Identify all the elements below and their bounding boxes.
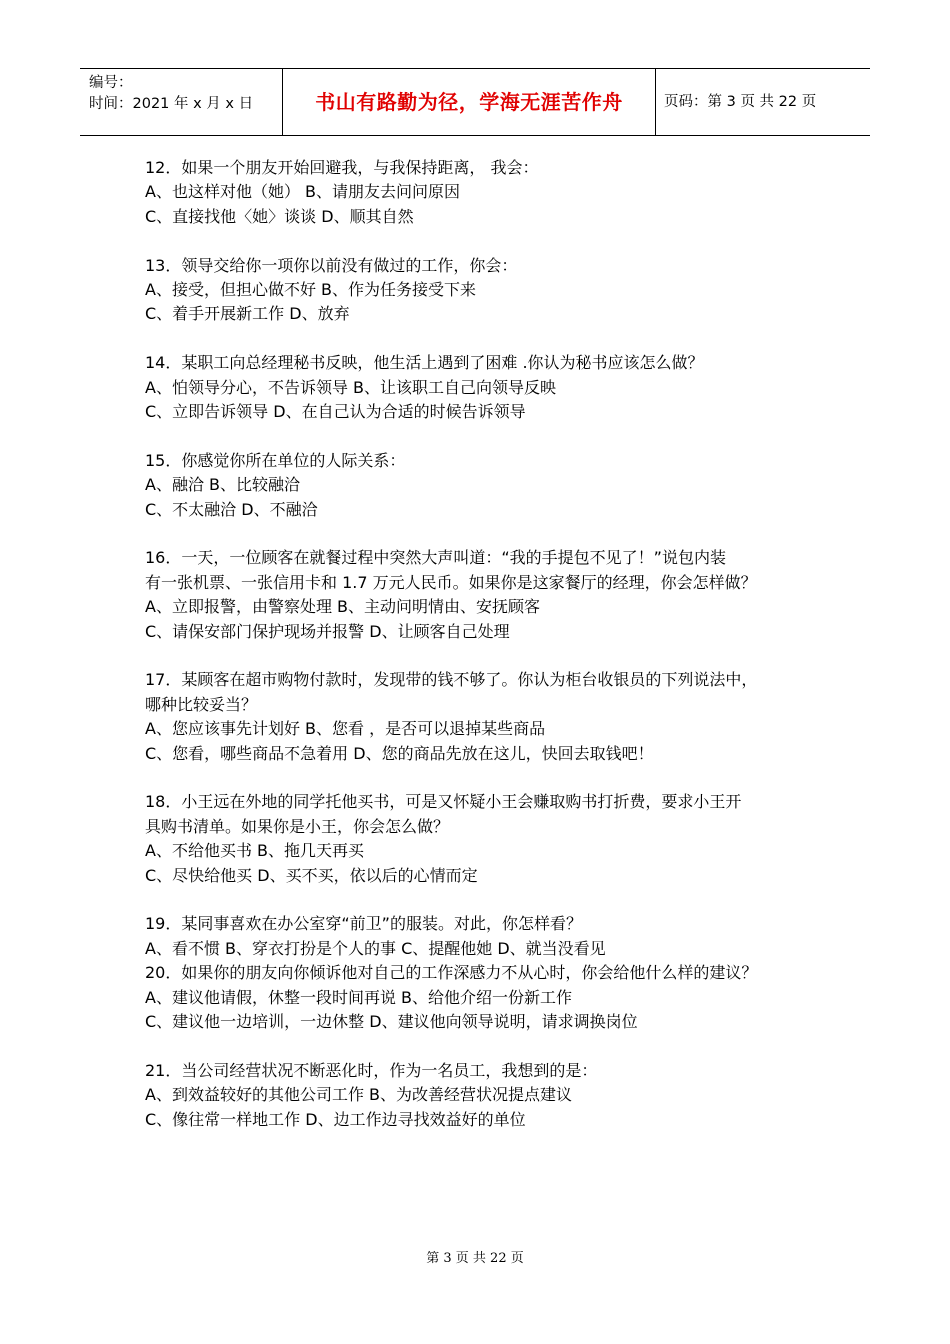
question-line: A、接受，但担心做不好 B、作为任务接受下来 bbox=[145, 280, 477, 300]
question-text: 16．一天，一位顾客在就餐过程中突然大声叫道：“我的手提包不见了！”说包内装 bbox=[145, 548, 726, 568]
question-line: 具购书清单。如果你是小王，你会怎么做？ bbox=[145, 816, 450, 836]
question-block bbox=[145, 961, 825, 1034]
question-block bbox=[145, 912, 825, 961]
question-line: C、直接找他〈她〉谈谈 D、顺其自然 bbox=[145, 206, 414, 226]
question-text: 21．当公司经营状况不断恶化时，作为一名员工，我想到的是： bbox=[145, 1060, 598, 1080]
header-motto: 书山有路勤为径，学海无涯苦作舟 bbox=[283, 69, 656, 135]
question-line: A、看不惯 B、穿衣打扮是个人的事 C、提醒他她 D、就当没看见 bbox=[145, 938, 606, 958]
question-text: 15．你感觉你所在单位的人际关系： bbox=[145, 450, 406, 470]
question-line: C、尽快给他买 D、买不买，依以后的心情而定 bbox=[145, 865, 478, 885]
question-line: C、立即告诉领导 D、在自己认为合适的时候告诉领导 bbox=[145, 402, 526, 422]
question-line: A、不给他买书 B、拖几天再买 bbox=[145, 841, 365, 861]
page-footer: 第 3 页 共 22 页 bbox=[426, 1251, 524, 1266]
question-line: C、您看，哪些商品不急着用 D、您的商品先放在这儿，快回去取钱吧！ bbox=[145, 743, 654, 763]
question-block bbox=[145, 254, 825, 327]
page-header bbox=[80, 68, 870, 136]
question-block bbox=[145, 156, 825, 229]
question-text: 20．如果你的朋友向你倾诉他对自己的工作深感力不从心时，你会给他什么样的建议？ bbox=[145, 963, 758, 983]
time-label: 时间：2021 年 x 月 x 日 bbox=[89, 96, 254, 112]
question-line: C、请保安部门保护现场并报警 D、让顾客自己处理 bbox=[145, 621, 510, 641]
question-line: A、怕领导分心，不告诉领导 B、让该职工自己向领导反映 bbox=[145, 377, 557, 397]
question-line: 有一张机票、一张信用卡和 1.7 万元人民币。如果你是这家餐厅的经理，你会怎样做？ bbox=[145, 572, 757, 592]
question-line: 哪种比较妥当？ bbox=[145, 694, 258, 714]
question-line: A、融洽 B、比较融洽 bbox=[145, 475, 301, 495]
question-line: A、立即报警，由警察处理 B、主动问明情由、安抚顾客 bbox=[145, 597, 541, 617]
question-line: A、也这样对他（她） B、请朋友去问问原因 bbox=[145, 182, 461, 202]
question-block bbox=[145, 668, 825, 766]
question-line: A、您应该事先计划好 B、您看 ，是否可以退掉某些商品 bbox=[145, 719, 546, 739]
question-block bbox=[145, 790, 825, 888]
question-text: 17．某顾客在超市购物付款时，发现带的钱不够了。你认为柜台收银员的下列说法中， bbox=[145, 670, 758, 690]
number-label: 编号： bbox=[89, 75, 133, 91]
question-line: C、建议他一边培训，一边休整 D、建议他向领导说明，请求调换岗位 bbox=[145, 1012, 638, 1032]
question-line: C、像往常一样地工作 D、边工作边寻找效益好的单位 bbox=[145, 1109, 526, 1129]
question-line: A、到效益较好的其他公司工作 B、为改善经营状况提点建议 bbox=[145, 1085, 573, 1105]
question-line: A、建议他请假，休整一段时间再说 B、给他介绍一份新工作 bbox=[145, 987, 573, 1007]
question-text: 19．某同事喜欢在办公室穿“前卫”的服装。对此，你怎样看？ bbox=[145, 914, 582, 934]
header-page-info: 页码：第 3 页 共 22 页 bbox=[664, 94, 817, 110]
question-list bbox=[145, 156, 825, 1157]
question-block bbox=[145, 1059, 825, 1132]
question-text: 12．如果一个朋友开始回避我，与我保持距离， 我会： bbox=[145, 158, 539, 177]
question-text: 14．某职工向总经理秘书反映，他生活上遇到了困难 .你认为秘书应该怎么做？ bbox=[145, 353, 704, 373]
question-line: C、不太融洽 D、不融洽 bbox=[145, 499, 318, 519]
header-meta bbox=[80, 69, 283, 135]
question-text: 18．小王远在外地的同学托他买书，可是又怀疑小王会赚取购书打折费，要求小王开 bbox=[145, 792, 742, 812]
question-text: 13．领导交给你一项你以前没有做过的工作，你会： bbox=[145, 255, 518, 275]
question-line: C、着手开展新工作 D、放弃 bbox=[145, 304, 350, 324]
question-block bbox=[145, 351, 825, 424]
question-block bbox=[145, 449, 825, 522]
question-block bbox=[145, 546, 825, 644]
